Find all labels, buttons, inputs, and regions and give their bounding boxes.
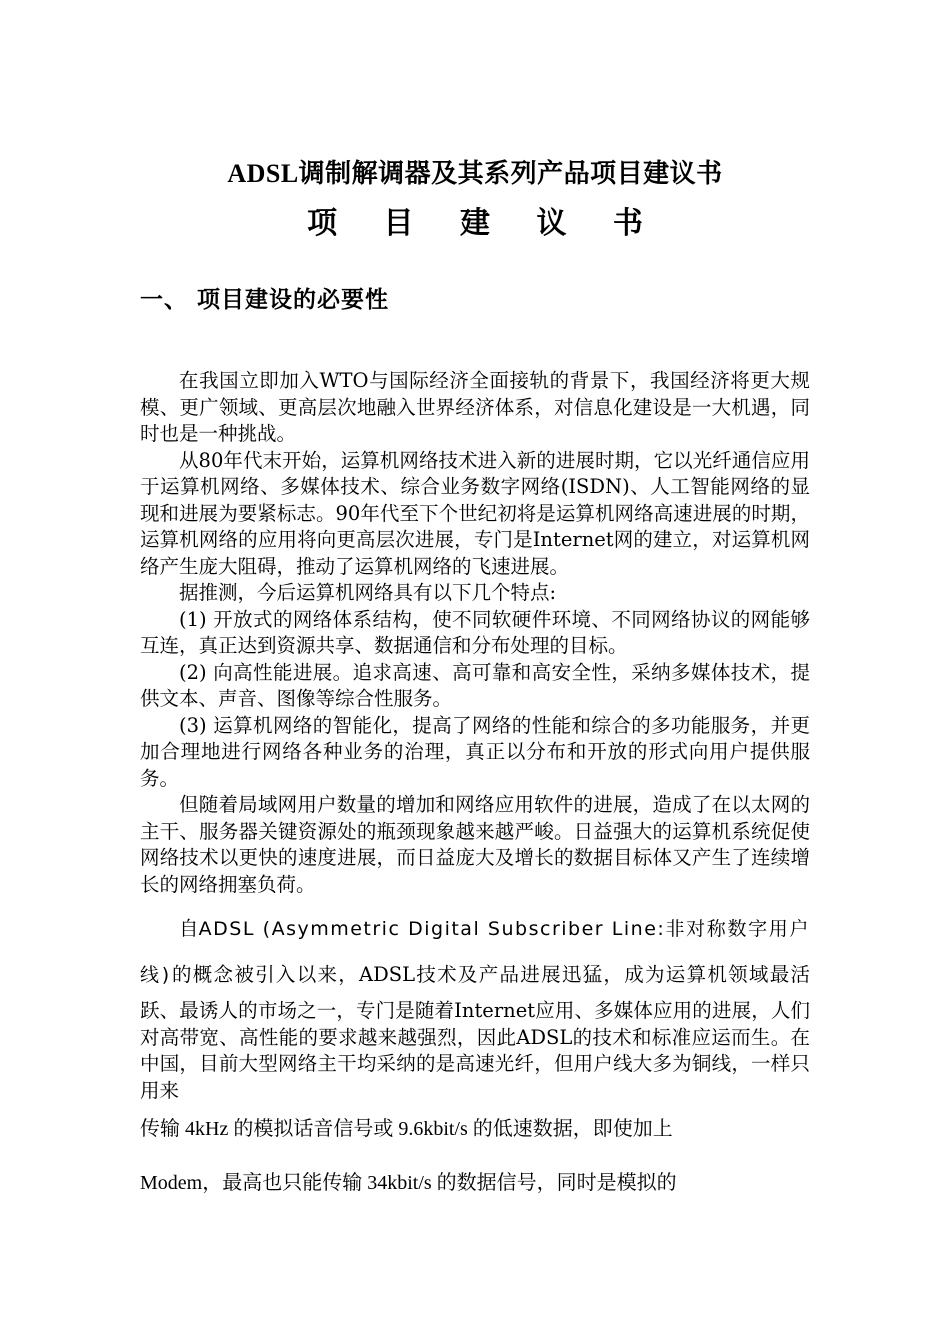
document-title: ADSL调制解调器及其系列产品项目建议书: [227, 159, 723, 188]
paragraph-1: 在我国立即加入WTO与国际经济全面接轨的背景下，我国经济将更大规模、更广领域、更高层次地融入世界经济体系，对信息化建设是一大机遇，同时也是一种挑战。: [140, 369, 810, 445]
paragraph-4: (1) 开放式的网络体系结构，使不同软硬件环境、不同网络协议的网能够互连，真正达到资源共享、数据通信和分布处理的目标。: [140, 607, 810, 657]
paragraph-8-intro: 自: [179, 917, 199, 940]
paragraph-8-line-b: Modem，最高也只能传输 34kbit/s 的数据信号，同时是模拟的: [140, 1172, 677, 1194]
paragraph-5: (2) 向高性能进展。追求高速、高可靠和高安全性，采纳多媒体技术，提供文本、声音、图像等综合性服务。: [140, 660, 810, 710]
paragraph-6: (3) 运算机网络的智能化，提高了网络的性能和综合的多功能服务，并更加合理地进行网络各种业务的治理，真正以分布和开放的形式向用户提供服务。: [140, 713, 810, 790]
paragraph-3: 据推测，今后运算机网络具有以下几个特点:: [179, 581, 557, 604]
paragraph-8: [140, 906, 810, 1104]
adsl-term: ADSL (Asymmetric Digital Subscriber Line:非对称数字用户线): [140, 918, 810, 986]
document-body: [140, 368, 810, 1206]
paragraph-2: 从80年代末开始，运算机网络技术进入新的进展时期，它以光纤通信应用于运算机网络、多媒体技术、综合业务数字网络(ISDN)、人工智能网络的显现和进展为要紧标志。90年代至下个世纪初将是运算机网络高速进展的时期，运算机网络的应用将向更高层次进展，专门是Internet网的建立，对运算机网络产生庞大阻碍，推动了运算机网络的飞速进展。: [140, 448, 810, 578]
paragraph-8-rest: 的概念被引入以来，ADSL技术及产品进展迅猛，成为运算机领域最活跃、最诱人的市场之一，专门是随着Internet应用、多媒体应用的进展，人们对高带宽、高性能的要求越来越强烈，因此ADSL的技术和标准应运而生。在中国，目前大型网络主干均采纳的是高速光纤，但用户线大多为铜线，一样只用来: [140, 963, 810, 1102]
paragraph-8-line-a: 传输 4kHz 的模拟话音信号或 9.6kbit/s 的低速数据，即使加上: [140, 1118, 673, 1140]
paragraph-7: 但随着局域网用户数量的增加和网络应用软件的进展，造成了在以太网的主干、服务器关键资源处的瓶颈现象越来越严峻。日益强大的运算机系统促使网络技术以更快的速度进展，而日益庞大及增长的数据目标体又产生了连续增长的网络拥塞负荷。: [140, 793, 810, 896]
document-subtitle: 项 目 建 议 书: [307, 206, 661, 241]
section-heading: 一、 项目建设的必要性: [140, 286, 390, 313]
